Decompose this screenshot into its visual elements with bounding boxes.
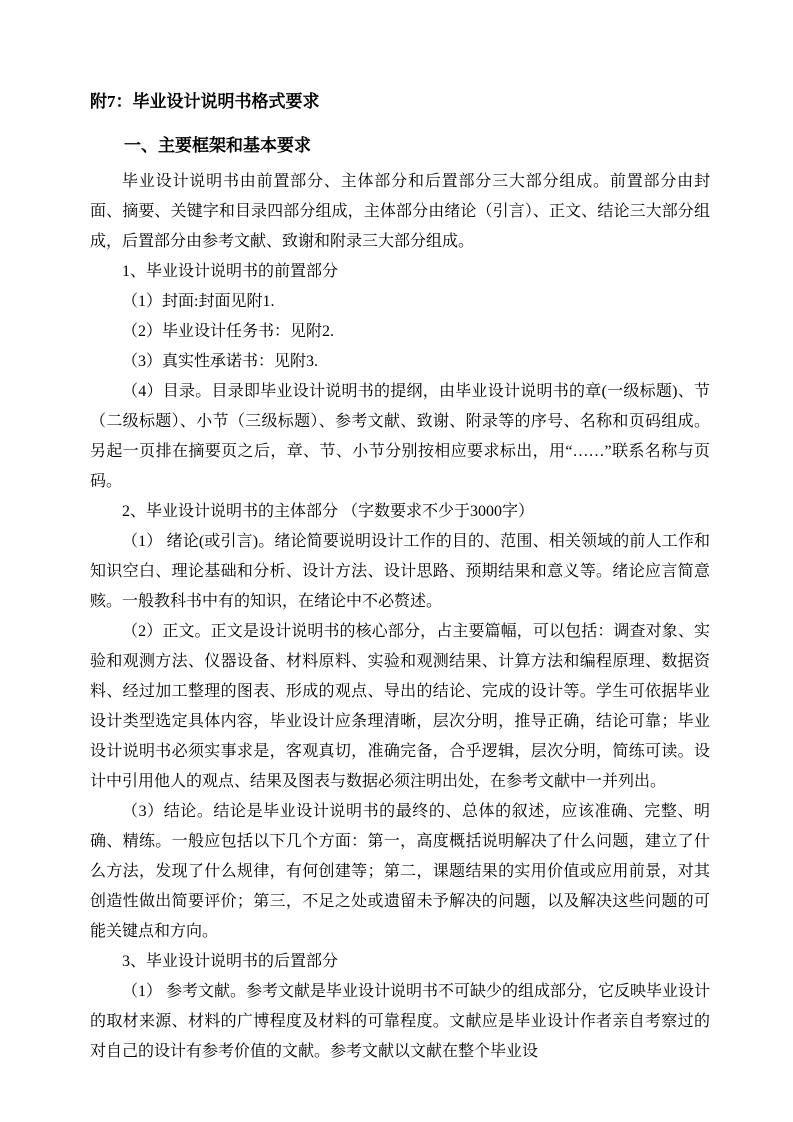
list-item-main-body: 2、毕业设计说明书的主体部分 （字数要求不少于3000字） bbox=[122, 503, 535, 520]
list-item-references: （1） 参考文献。参考文献是毕业设计说明书不可缺少的组成部分，它反映毕业设计的取材来源、材料的广博程度及材料的可靠程度。文献应是毕业设计作者亲自考察过的对自己的设计有参考价值的文献。参考文献以文献在整个毕业设 bbox=[90, 983, 711, 1060]
list-item-front-matter: 1、毕业设计说明书的前置部分 bbox=[122, 263, 339, 280]
list-item-body-text: （2）正文。正文是设计说明书的核心部分，占主要篇幅，可以包括：调查对象、实验和观测方法、仪器设备、材料原料、实验和观测结果、计算方法和编程原理、数据资料、经过加工整理的图表、形成的观点、导出的结论、完成的设计等。学生可依据毕业设计类型选定具体内容，毕业设计应条理清晰，层次分明，推导正确，结论可靠；毕业设计说明书必须实事求是，客观真切，准确完备，合乎逻辑，层次分明，简练可读。设计中引用他人的观点、结果及图表与数据必须注明出处，在参考文献中一并列出。 bbox=[90, 623, 710, 790]
section-heading: 一、主要框架和基本要求 bbox=[124, 136, 311, 155]
list-item-task-book: （2）毕业设计任务书：见附2. bbox=[122, 323, 335, 340]
list-item-toc: （4）目录。目录即毕业设计说明书的提纲，由毕业设计说明书的章(一级标题)、节（二级标题）、小节（三级标题）、参考文献、致谢、附录等的序号、名称和页码组成。另起一页排在摘要页之后，章、节、小节分别按相应要求标出，用“……”联系名称与页码。 bbox=[90, 383, 710, 490]
list-item-cover: （1）封面:封面见附1. bbox=[122, 293, 275, 310]
list-item-authenticity: （3）真实性承诺书：见附3. bbox=[122, 353, 319, 370]
list-item-introduction: （1） 绪论(或引言)。绪论简要说明设计工作的目的、范围、相关领域的前人工作和知识空白、理论基础和分析、设计方法、设计思路、预期结果和意义等。绪论应言简意赅。一般教科书中有的知识，在绪论中不必赘述。 bbox=[90, 533, 710, 610]
document-title: 附7：毕业设计说明书格式要求 bbox=[90, 92, 320, 111]
paragraph-intro: 毕业设计说明书由前置部分、主体部分和后置部分三大部分组成。前置部分由封面、摘要、关键字和目录四部分组成，主体部分由绪论（引言）、正文、结论三大部分组成，后置部分由参考文献、致谢和附录三大部分组成。 bbox=[90, 173, 710, 250]
list-item-conclusion: （3）结论。结论是毕业设计说明书的最终的、总体的叙述，应该准确、完整、明确、精练。一般应包括以下几个方面：第一，高度概括说明解决了什么问题，建立了什么方法，发现了什么规律，有何创建等；第二，课题结果的实用价值或应用前景，对其创造性做出简要评价；第三，不足之处或遗留未予解决的问题，以及解决这些问题的可能关键点和方向。 bbox=[90, 803, 710, 940]
list-item-back-matter: 3、毕业设计说明书的后置部分 bbox=[122, 953, 339, 970]
